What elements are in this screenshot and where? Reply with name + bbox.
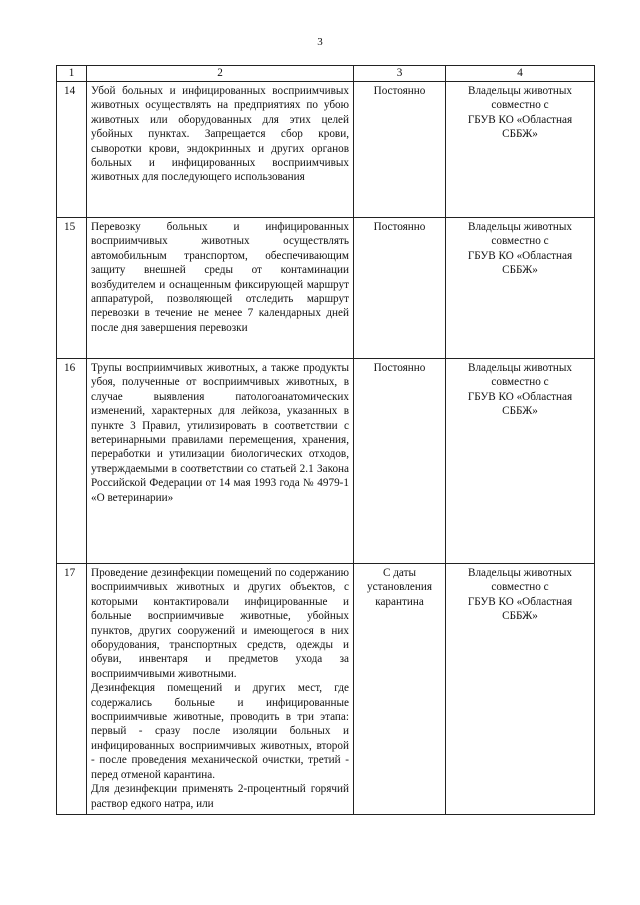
responsible-line: совместно с <box>491 376 549 389</box>
responsible-line: ГБУВ КО «Областная <box>467 595 573 608</box>
description-paragraph: Проведение дезинфекции помещений по содержанию восприимчивых животных и других объектов, с которыми контактировали инфицированные и больные восприимчивые животные, убойных пунктов, других сооружений и имеющегося в них оборудования, транспортных средств, одежды и обуви, инвентаря и предметов ухода за восприимчивыми животными. <box>91 567 349 680</box>
row-description <box>87 359 354 564</box>
responsible-line: СББЖ» <box>502 128 538 141</box>
row-responsible <box>446 564 595 815</box>
header-cell: 4 <box>446 66 595 82</box>
header-cell: 3 <box>354 66 446 82</box>
responsible-line: СББЖ» <box>502 610 538 623</box>
measures-table <box>56 65 595 815</box>
description-paragraph: Перевозку больных и инфицированных восприимчивых животных осуществлять автомобильным транспортом, обеспечивающим защиту внешней среды от контаминации возбудителем и оснащенным фиксирующей маршрут аппаратурой, позволяющей отследить маршрут перевозки в течение не менее 7 календарных дней после дня завершения перевозки <box>91 221 349 334</box>
responsible-line: Владельцы животных <box>467 567 572 579</box>
row-number: 17 <box>57 564 87 815</box>
responsible-line: Владельцы животных <box>467 85 572 97</box>
row-number: 16 <box>57 359 87 564</box>
row-term <box>354 218 446 359</box>
header-cell: 1 <box>57 66 87 82</box>
row-responsible <box>446 218 595 359</box>
row-number: 15 <box>57 218 87 359</box>
description-paragraph: Убой больных и инфицированных восприимчивых животных осуществлять на предприятиях по убою животных или оборудованных для этих целей убойных пунктах. Запрещается сбор крови, сыворотки крови, эндокринных и других органов больных и инфицированных восприимчивых животных для последующего использования <box>91 85 349 184</box>
header-cell: 2 <box>87 66 354 82</box>
row-term <box>354 564 446 815</box>
table-row <box>57 82 595 218</box>
description-paragraph: Дезинфекция помещений и других мест, где содержались больные и инфицированные восприимчивые животные, проводить в три этапа: первый - сразу после изоляции больных и инфицированных восприимчивых животных, второй - после проведения механической очистки, третий - перед отменой карантина. <box>91 682 349 781</box>
responsible-line: Владельцы животных <box>467 362 572 374</box>
responsible-line: СББЖ» <box>502 264 538 277</box>
term-line: установления <box>367 581 432 594</box>
responsible-line: СББЖ» <box>502 405 538 418</box>
responsible-line: ГБУВ КО «Областная <box>467 390 573 403</box>
row-responsible <box>446 82 595 218</box>
row-term <box>354 82 446 218</box>
row-number: 14 <box>57 82 87 218</box>
row-description <box>87 218 354 359</box>
description-paragraph: Для дезинфекции применять 2-процентный горячий раствор едкого натра, или <box>91 783 349 810</box>
responsible-line: совместно с <box>491 235 549 248</box>
responsible-line: Владельцы животных <box>467 221 572 233</box>
row-description <box>87 82 354 218</box>
responsible-line: ГБУВ КО «Областная <box>467 249 573 262</box>
table-row <box>57 218 595 359</box>
term-line: Постоянно <box>373 362 426 374</box>
term-line: карантина <box>375 595 424 608</box>
row-term <box>354 359 446 564</box>
term-line: Постоянно <box>373 221 426 233</box>
page-number: 3 <box>317 36 323 48</box>
responsible-line: ГБУВ КО «Областная <box>467 113 573 126</box>
row-responsible <box>446 359 595 564</box>
table-row <box>57 564 595 815</box>
term-line: Постоянно <box>373 85 426 97</box>
term-line: С даты <box>382 567 417 579</box>
table-row <box>57 359 595 564</box>
responsible-line: совместно с <box>491 99 549 112</box>
table-header-row <box>57 66 595 82</box>
description-paragraph: Трупы восприимчивых животных, а также продукты убоя, полученные от восприимчивых животных, в случае выявления патологоанатомических изменений, характерных для лейкоза, указанных в пункте 3 Правил, утилизировать в соответствии с ветеринарными правилами перемещения, хранения, переработки и утилизации биологических отходов, утверждаемыми в соответствии со статьей 2.1 Закона Российской Федерации от 14 мая 1993 года № 4979-1 «О ветеринарии» <box>91 362 349 504</box>
row-description <box>87 564 354 815</box>
responsible-line: совместно с <box>491 581 549 594</box>
